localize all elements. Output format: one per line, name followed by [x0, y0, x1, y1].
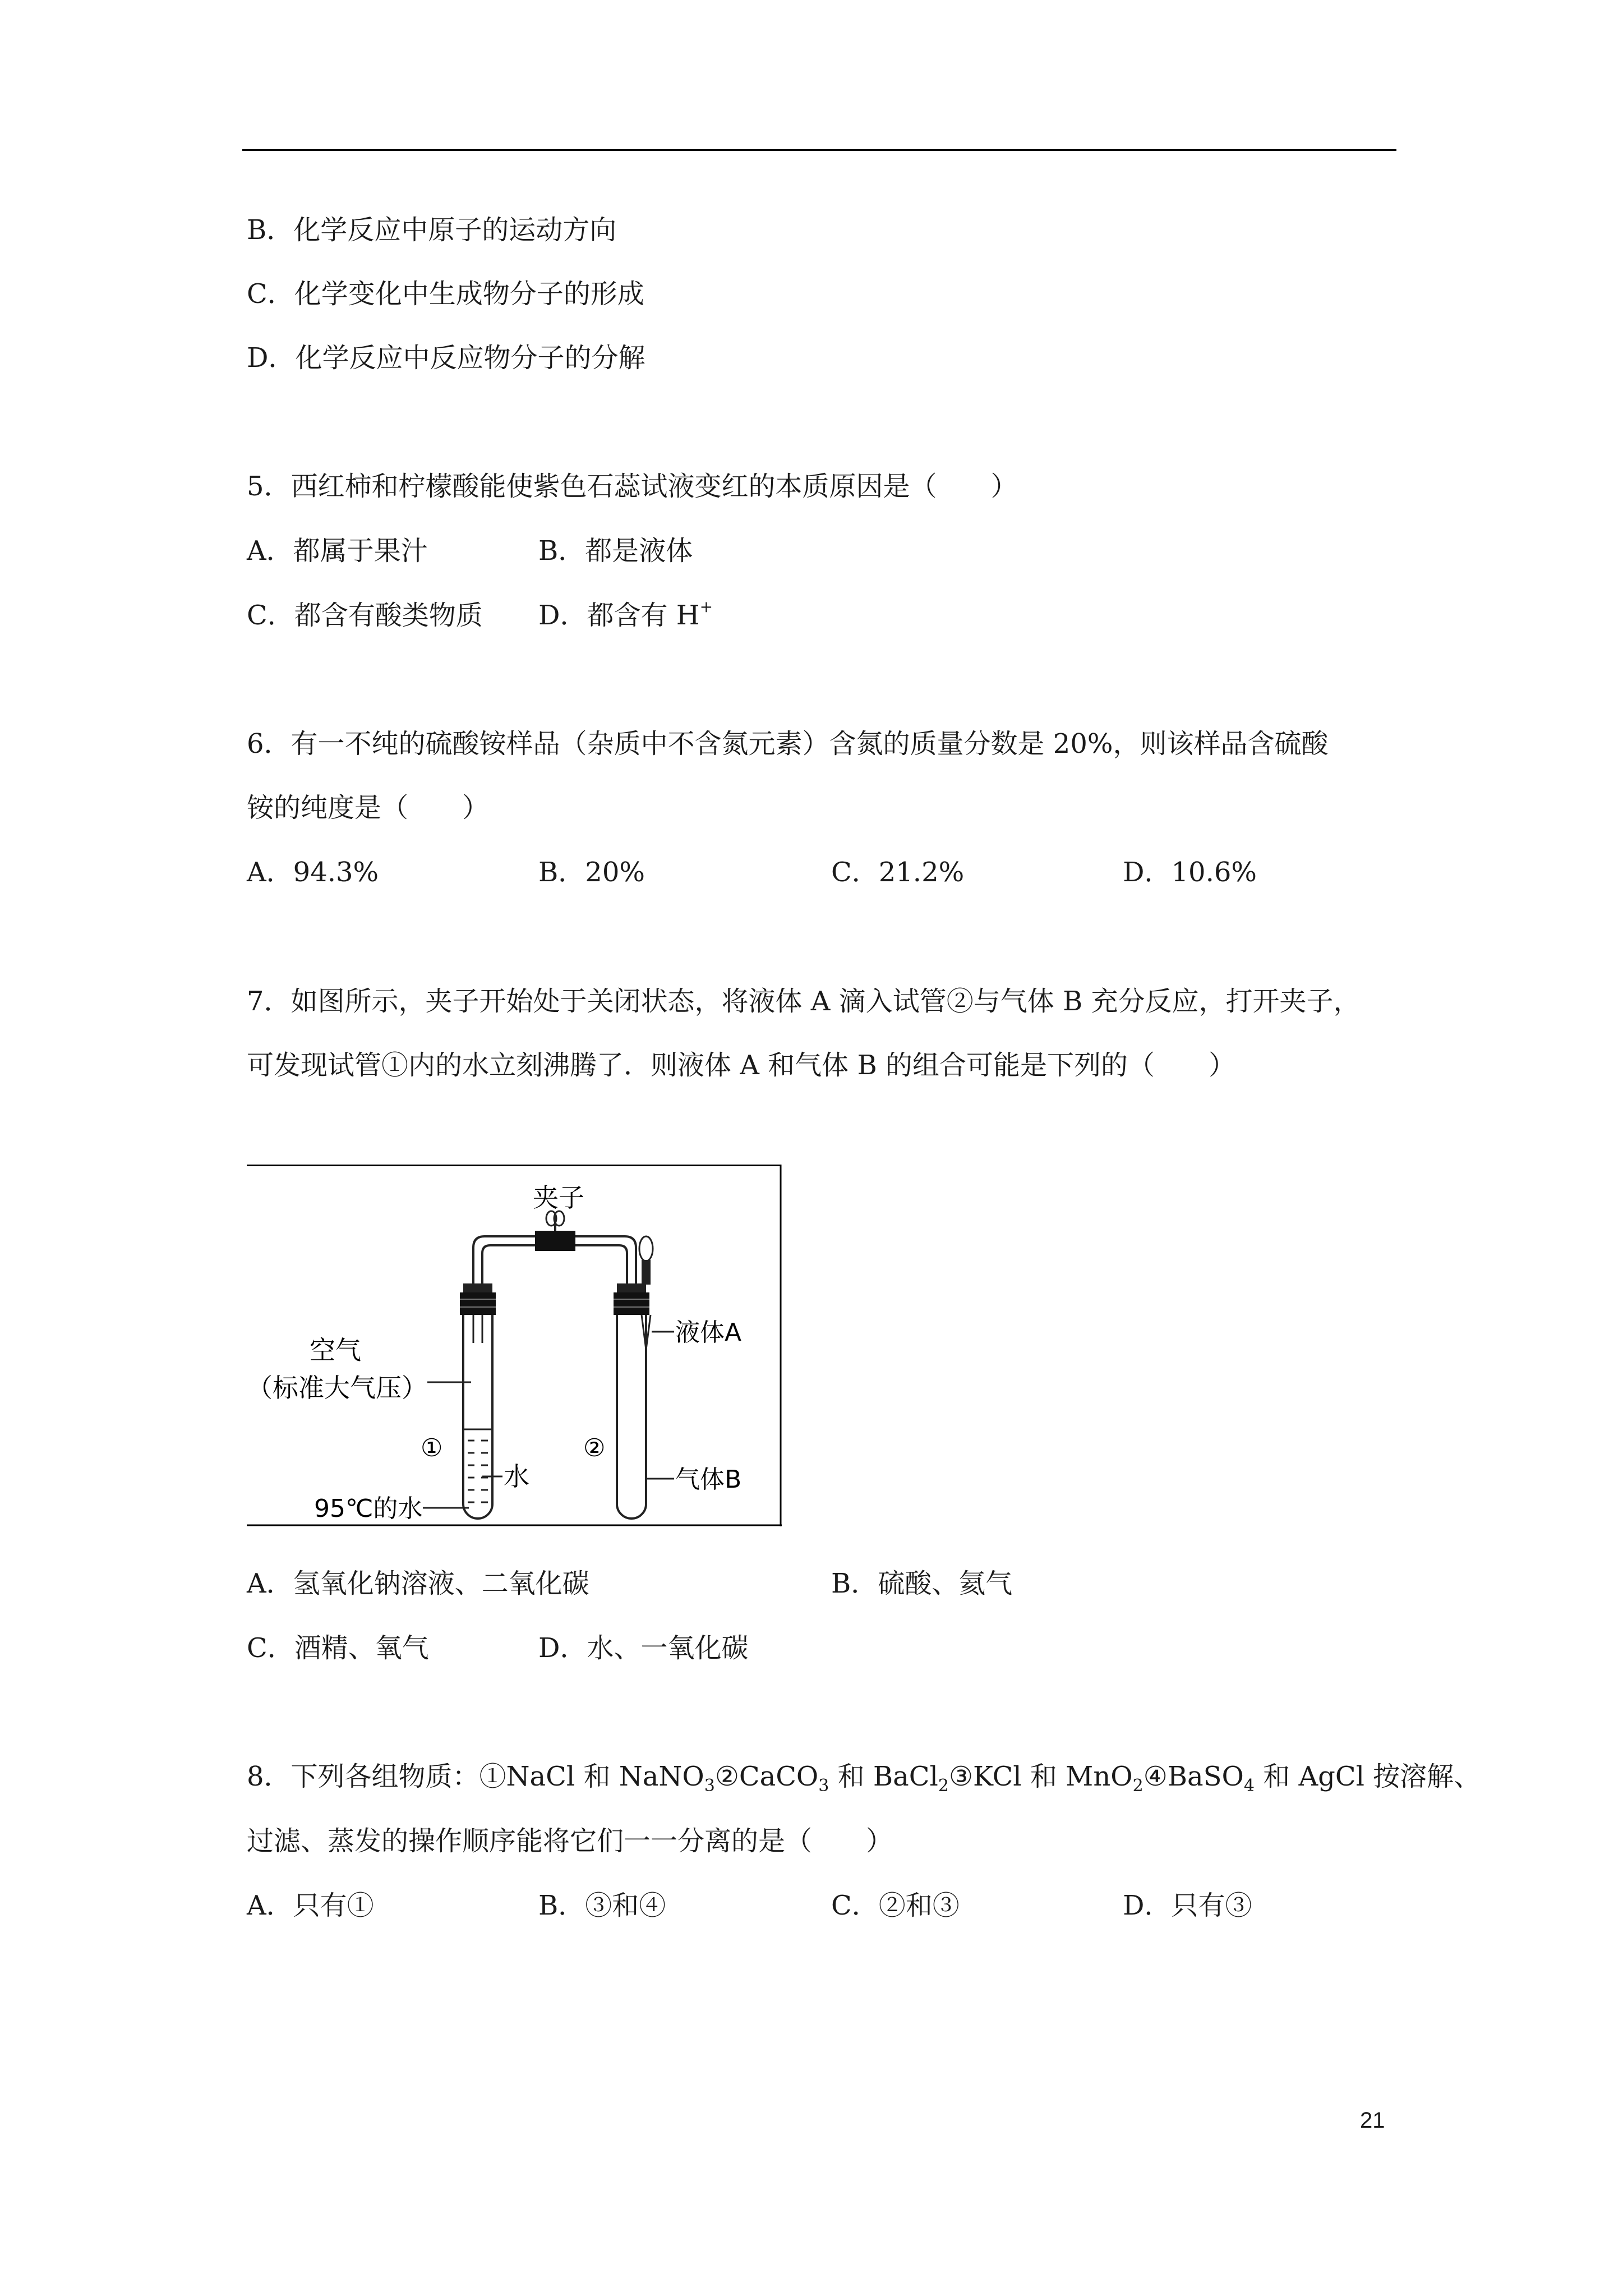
q4-option-d: D．化学反应中反应物分子的分解: [247, 342, 645, 374]
q7-option-a: A．氢氧化钠溶液、二氧化碳: [247, 1568, 589, 1599]
liquid-a-label: 液体A: [675, 1318, 742, 1347]
q8-option-a: A．只有①: [247, 1890, 374, 1921]
tube1-label: ①: [421, 1434, 443, 1462]
q7-stem-line1: 7．如图所示，夹子开始处于关闭状态，将液体 A 滴入试管②与气体 B 充分反应，打开夹子，: [247, 986, 1361, 1017]
q5-option-a: A．都属于果汁: [247, 535, 428, 567]
hot-water-label: 95℃的水: [314, 1494, 423, 1523]
q7-apparatus-figure: [247, 1165, 782, 1526]
air-label-line2: （标准大气压）: [247, 1373, 427, 1403]
gas-b-label: 气体B: [675, 1465, 742, 1494]
q6-stem-line2: 铵的纯度是（ ）: [247, 792, 490, 823]
tube2-label: ②: [583, 1434, 606, 1462]
page-number: 21: [1360, 2108, 1385, 2133]
q6-option-c: C．21.2%: [831, 857, 965, 888]
q8-option-b: B．③和④: [538, 1890, 666, 1921]
q5-option-c: C．都含有酸类物质: [247, 600, 483, 631]
q8-option-c: C．②和③: [831, 1890, 960, 1921]
q6-option-a: A．94.3%: [247, 857, 379, 888]
q8-stem-line1: 8．下列各组物质：①NaCl 和 NaNO$_3$②CaCO$_3$ 和 BaCl$_2$③KCl 和 MnO$_2$④BaSO$_4$ 和 AgCl 按溶解、: [247, 1761, 1481, 1796]
air-label-line1: 空气: [310, 1335, 361, 1365]
q8-option-d: D．只有③: [1123, 1890, 1252, 1921]
clip-icon: [535, 1211, 575, 1251]
q6-option-b: B．20%: [538, 857, 645, 888]
water-label: 水: [504, 1461, 529, 1492]
q6-stem-line1: 6．有一不纯的硫酸铵样品（杂质中不含氮元素）含氮的质量分数是 20%，则该样品含硫酸: [247, 728, 1329, 760]
q4-option-b: B．化学反应中原子的运动方向: [247, 214, 617, 246]
q7-stem-line2: 可发现试管①内的水立刻沸腾了．则液体 A 和气体 B 的组合可能是下列的（ ）: [247, 1050, 1235, 1081]
q8-stem-line2: 过滤、蒸发的操作顺序能将它们一一分离的是（ ）: [247, 1825, 893, 1857]
q6-option-d: D．10.6%: [1123, 857, 1257, 888]
q5-option-d-sup: +: [699, 597, 713, 616]
q5-option-d: D．都含有 H+: [538, 597, 713, 631]
q5-stem: 5．西红柿和柠檬酸能使紫色石蕊试液变红的本质原因是（ ）: [247, 471, 1018, 502]
q7-option-c: C．酒精、氧气: [247, 1632, 429, 1664]
q7-option-b: B．硫酸、氦气: [831, 1568, 1013, 1599]
header-rule: [242, 149, 1396, 151]
clip-label: 夹子: [533, 1182, 584, 1213]
q4-option-c: C．化学变化中生成物分子的形成: [247, 278, 644, 310]
q7-option-d: D．水、一氧化碳: [538, 1632, 749, 1664]
q5-option-b: B．都是液体: [538, 535, 693, 567]
